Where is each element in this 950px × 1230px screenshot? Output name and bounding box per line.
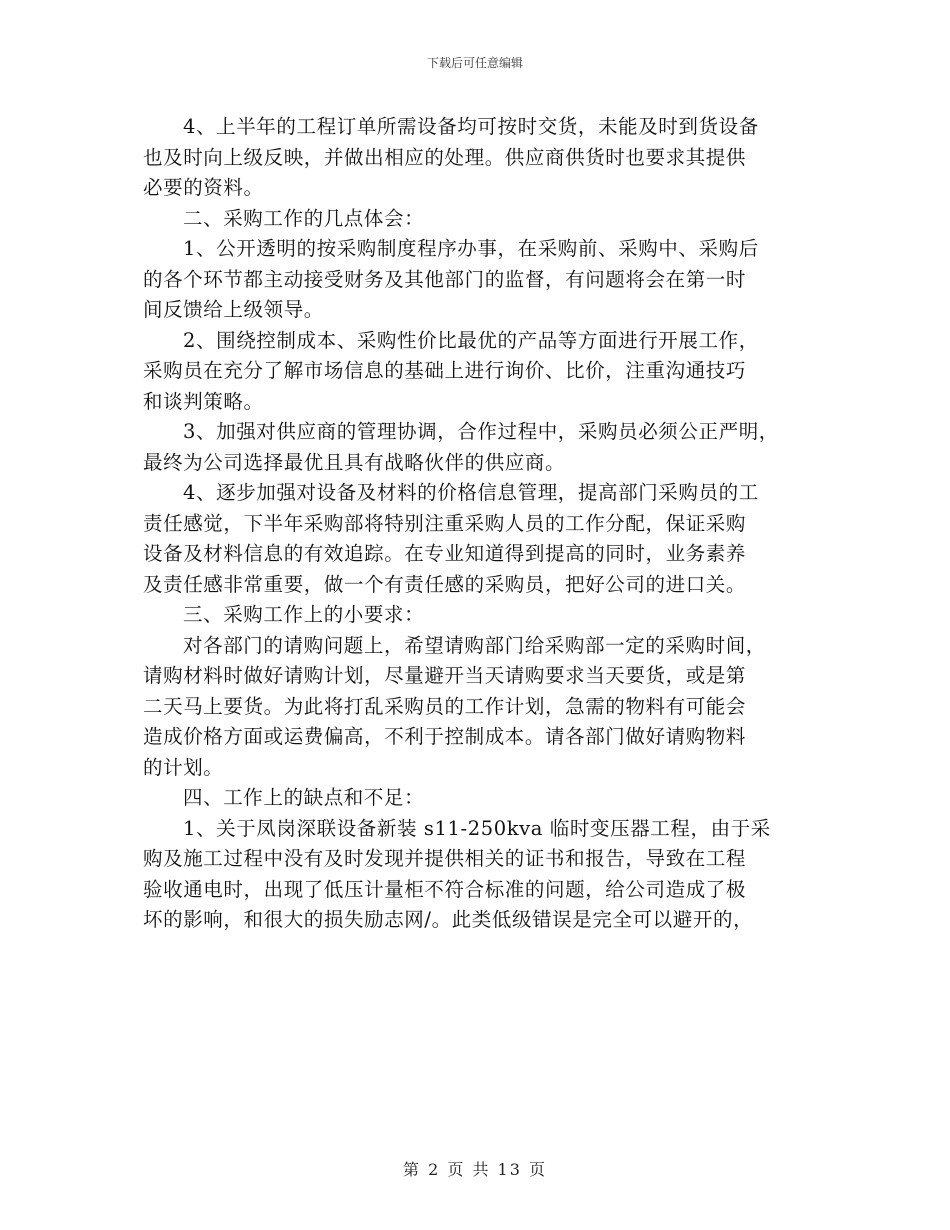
text-line: 也及时向上级反映，并做出相应的处理。供应商供货时也要求其提供 [143, 145, 747, 169]
paragraph-cost-control [143, 326, 823, 418]
section-heading: 四、工作上的缺点和不足： [183, 786, 425, 809]
text-line: 对各部门的请购问题上，希望请购部门给采购部一定的采购时间， [183, 633, 766, 657]
text-line: 1、公开透明的按采购制度程序办事，在采购前、采购中、采购后 [183, 237, 759, 260]
text-line: 1、关于凤岗深联设备新装 s11-250kva 临时变压器工程，由于采 [183, 816, 771, 840]
section-heading: 三、采购工作上的小要求： [183, 603, 425, 626]
text-line: 及责任感非常重要，做一个有责任感的采购员，把好公司的进口关。 [143, 572, 747, 596]
page-number-footer: 第 2 页 共 13 页 [403, 1160, 547, 1179]
text-line: 验收通电时，出现了低压计量柜不符合标准的问题，给公司造成了极 [143, 877, 747, 901]
document-body [143, 112, 823, 936]
text-line: 责任感觉，下半年采购部将特别注重采购人员的工作分配，保证采购 [143, 511, 747, 535]
text-line: 4、逐步加强对设备及材料的价格信息管理，提高部门采购员的工 [183, 481, 759, 504]
text-line: 最终为公司选择最优且具有战略伙伴的供应商。 [143, 450, 566, 474]
text-line: 必要的资料。 [143, 176, 264, 199]
text-line: 坏的影响，和很大的损失励志网/。此类低级错误是完全可以避开的， [143, 908, 754, 931]
section-heading-experience [143, 204, 823, 235]
text-line: 设备及材料信息的有效追踪。在专业知道得到提高的同时，业务素养 [143, 542, 747, 565]
text-line: 的计划。 [143, 755, 224, 779]
section-heading-requirements [143, 600, 823, 631]
text-line: 购及施工过程中没有及时发现并提供相关的证书和报告，导致在工程 [143, 847, 747, 870]
paragraph-requisition [143, 631, 823, 784]
text-line: 请购材料时做好请购计划，尽量避开当天请购要求当天要货，或是第 [143, 664, 747, 687]
section-heading-shortcomings [143, 783, 823, 814]
section-heading: 二、采购工作的几点体会： [183, 206, 425, 230]
paragraph-delivery [143, 112, 823, 204]
page-header-note: 下载后可任意编辑 [426, 56, 523, 70]
paragraph-transformer-project [143, 814, 823, 936]
text-line: 3、加强对供应商的管理协调，合作过程中，采购员必须公正严明， [183, 420, 779, 443]
paragraph-price-info [143, 478, 823, 600]
text-line: 和谈判策略。 [143, 389, 264, 413]
text-line: 二天马上要货。为此将打乱采购员的工作计划，急需的物料有可能会 [143, 694, 747, 718]
paragraph-transparency [143, 234, 823, 326]
text-line: 间反馈给上级领导。 [143, 298, 324, 321]
text-line: 的各个环节都主动接受财务及其他部门的监督，有问题将会在第一时 [143, 267, 747, 291]
text-line: 造成价格方面或运费偏高，不利于控制成本。请各部门做好请购物料 [143, 725, 747, 748]
text-line: 4、上半年的工程订单所需设备均可按时交货，未能及时到货设备 [183, 115, 759, 138]
text-line: 采购员在充分了解市场信息的基础上进行询价、比价，注重沟通技巧 [143, 359, 747, 382]
paragraph-supplier-management [143, 417, 823, 478]
text-line: 2、围绕控制成本、采购性价比最优的产品等方面进行开展工作， [183, 328, 759, 352]
